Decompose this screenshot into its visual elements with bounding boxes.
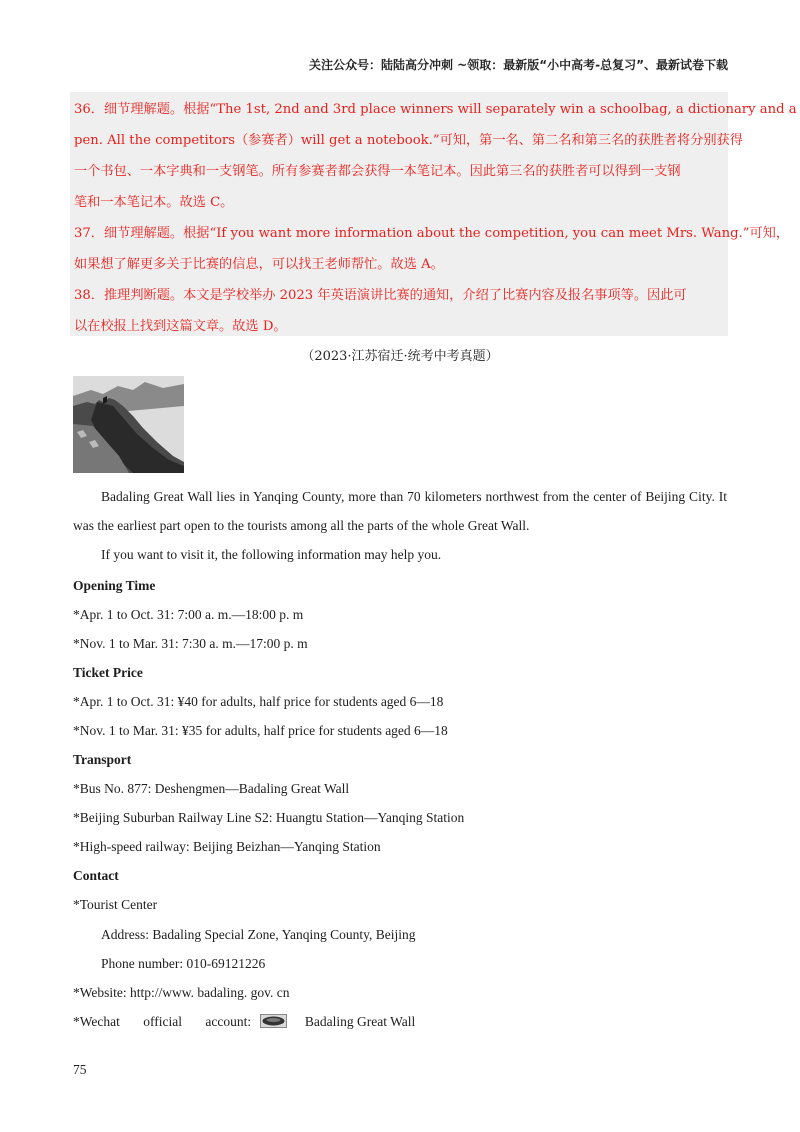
- wechat-label-official: official: [143, 1014, 182, 1029]
- answer-line: 38．推理判断题。本文是学校举办 2023 年英语演讲比赛的通知，介绍了比赛内容及报名事项等。因此可: [74, 288, 687, 303]
- intro-paragraph-2: If you want to visit it, the following information may help you.: [101, 547, 442, 562]
- wechat-label: *Wechat: [73, 1014, 120, 1029]
- ticket-price-heading: Ticket Price: [73, 665, 143, 680]
- opening-time-item: *Apr. 1 to Oct. 31: 7:00 a. m.—18:00 p. m: [73, 607, 304, 622]
- phone-number: Phone number: 010-69121226: [101, 956, 266, 971]
- wechat-label-account: account:: [205, 1014, 252, 1029]
- page-header: 关注公众号：陆陆高分冲刺 ~领取：最新版“小中高考-总复习”、最新试卷下载: [309, 58, 728, 72]
- wechat-account-name: Badaling Great Wall: [304, 1014, 416, 1029]
- page-number: 75: [73, 1062, 87, 1077]
- transport-item: *Beijing Suburban Railway Line S2: Huangtu Station—Yanqing Station: [73, 810, 465, 825]
- answer-line: 36．细节理解题。根据“The 1st, 2nd and 3rd place winners will separately win a schoolbag, a dictionary and a: [74, 102, 797, 117]
- contact-heading: Contact: [73, 868, 119, 883]
- ticket-price-item: *Nov. 1 to Mar. 31: ¥35 for adults, half price for students aged 6—18: [73, 723, 448, 738]
- website: *Website: http://www. badaling. gov. cn: [73, 985, 290, 1000]
- answer-line: 笔和一本笔记本。故选 C。: [74, 195, 234, 210]
- answer-line: 如果想了解更多关于比赛的信息，可以找王老师帮忙。故选 A。: [74, 257, 444, 272]
- great-wall-photo: [73, 376, 184, 473]
- ticket-price-item: *Apr. 1 to Oct. 31: ¥40 for adults, half price for students aged 6—18: [73, 694, 444, 709]
- question-source: （2023·江苏宿迁·统考中考真题）: [301, 349, 499, 364]
- opening-time-item: *Nov. 1 to Mar. 31: 7:30 a. m.—17:00 p. m: [73, 636, 308, 651]
- transport-item: *High-speed railway: Beijing Beizhan—Yanqing Station: [73, 839, 381, 854]
- answer-line: 以在校报上找到这篇文章。故选 D。: [74, 319, 287, 334]
- transport-heading: Transport: [73, 752, 132, 767]
- answer-line: 37．细节理解题。根据“If you want more information about the competition, you can meet Mrs. Wang.”可知，: [74, 226, 790, 241]
- opening-time-heading: Opening Time: [73, 578, 156, 593]
- answer-line: 一个书包、一本字典和一支钢笔。所有参赛者都会获得一本笔记本。因此第三名的获胜者可以得到一支钢: [74, 164, 681, 179]
- tourist-center: *Tourist Center: [73, 897, 158, 912]
- wechat-row: [73, 1014, 415, 1030]
- answer-line: pen. All the competitors（参赛者）will get a notebook.”可知，第一名、第二名和第三名的获胜者将分别获得: [74, 133, 743, 148]
- wechat-qr-icon: [260, 1014, 287, 1028]
- intro-paragraph: Badaling Great Wall lies in Yanqing County, more than 70 kilometers northwest from the center of Beijing City. It was the earliest part open to the tourists among all the parts of the whole Great Wall.: [73, 489, 727, 533]
- address: Address: Badaling Special Zone, Yanqing County, Beijing: [101, 927, 416, 942]
- transport-item: *Bus No. 877: Deshengmen—Badaling Great Wall: [73, 781, 350, 796]
